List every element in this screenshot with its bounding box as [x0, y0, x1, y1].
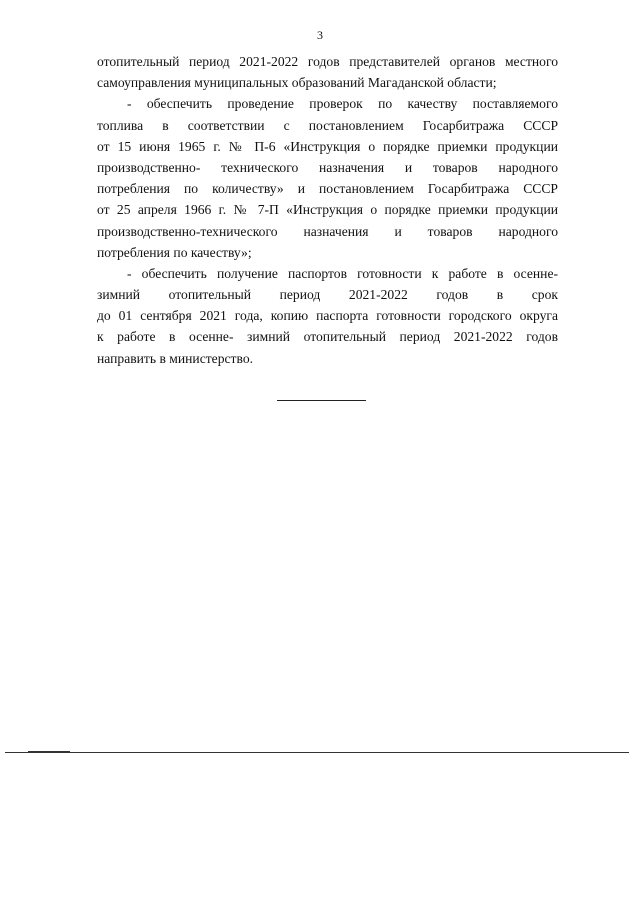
text-line: до 01 сентября 2021 года, копию паспорта готовности городского округа [97, 308, 558, 324]
text-line: производственно-технического назначения и товаров народного [97, 223, 558, 239]
text-line: потребления по качеству»; [97, 244, 252, 260]
page-number: 3 [317, 28, 323, 42]
footer-separator-accent [28, 751, 70, 752]
text-line: самоуправления муниципальных образований Магаданской области; [97, 75, 497, 91]
text-line: от 25 апреля 1966 г. № 7-П «Инструкция о порядке приемки продукции [97, 202, 558, 218]
text-line: отопительный период 2021-2022 годов представителей органов местного [97, 54, 558, 69]
text-line: - обеспечить проведение проверок по качеству поставляемого [127, 96, 558, 112]
text-line: потребления по количеству» и постановлением Госарбитража СССР [97, 181, 558, 197]
text-line: зимний отопительный период 2021-2022 годов в срок [97, 287, 558, 303]
text-line: от 15 июня 1965 г. № П-6 «Инструкция о порядке приемки продукции [97, 138, 558, 154]
text-line: топлива в соответствии с постановлением Госарбитража СССР [97, 117, 558, 133]
text-line: - обеспечить получение паспортов готовности к работе в осенне- [127, 265, 558, 281]
text-line: к работе в осенне- зимний отопительный период 2021-2022 годов [97, 329, 558, 345]
document-body [97, 51, 558, 369]
text-line: производственно- технического назначения и товаров народного [97, 159, 558, 175]
end-of-text-rule [277, 400, 366, 401]
text-line: направить в министерство. [97, 350, 254, 366]
footer-separator [5, 752, 629, 753]
